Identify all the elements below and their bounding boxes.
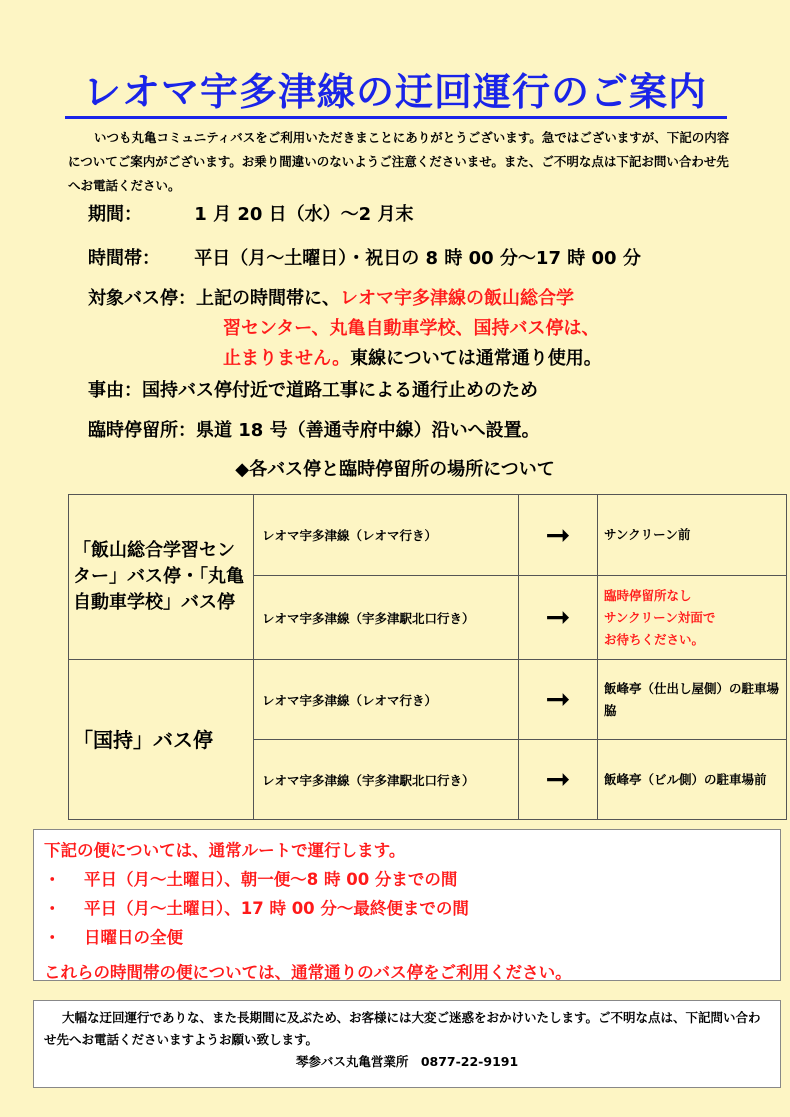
title-underline xyxy=(65,116,727,119)
period-value: 1 月 20 日（水）～2 月末 xyxy=(194,204,414,225)
reason-value: 国持バス停付近で道路工事による通行止めのため xyxy=(142,380,538,401)
destination-line: サンクリーン対面で xyxy=(604,609,716,625)
bullet-icon: ・ xyxy=(44,870,61,889)
route-cell: レオマ宇多津線（レオマ行き） xyxy=(254,495,519,576)
page-title: レオマ宇多津線の迂回運行のご案内 xyxy=(82,70,707,114)
arrow-right-icon: ➞ xyxy=(519,660,598,740)
notice-item: 日曜日の全便 xyxy=(84,928,183,947)
section-heading: ◆各バス停と臨時停留所の場所について xyxy=(235,459,555,480)
footer-box xyxy=(33,1000,781,1088)
notice-item: 平日（月～土曜日）、朝一便～8 時 00 分までの間 xyxy=(84,870,458,889)
arrow-right-icon: ➞ xyxy=(519,740,598,820)
target-label: 対象バス停： xyxy=(88,288,196,309)
notice-item: 平日（月～土曜日）、17 時 00 分～最終便までの間 xyxy=(84,899,469,918)
destination-cell: 飯峰亭（ビル側）の駐車場前 xyxy=(598,740,787,820)
temp-stop-label: 臨時停留所： xyxy=(88,420,196,441)
contact-info: 琴参バス丸亀営業所 0877-22-9191 xyxy=(295,1054,519,1069)
table-row xyxy=(69,495,787,576)
temp-stop-value: 県道 18 号（善通寺府中線）沿いへ設置。 xyxy=(196,420,540,441)
footer-text: 大幅な迂回運行でありな、また長期間に及ぶため、お客様には大変ご迷惑をおかけいたします。ご不明な点は、下記問い合わせ先へお電話くださいますようお願い致します。 xyxy=(44,1010,761,1047)
route-cell: レオマ宇多津線（宇多津駅北口行き） xyxy=(254,576,519,660)
route-cell: レオマ宇多津線（レオマ行き） xyxy=(254,660,519,740)
target-red-3: 止まりません。 xyxy=(223,348,351,369)
period-label: 期間： xyxy=(88,204,142,225)
target-lead: 上記の時間帯に、 xyxy=(196,288,340,309)
destination-cell: 飯峰亭（仕出し屋側）の駐車場脇 xyxy=(598,660,787,740)
target-row xyxy=(88,284,602,374)
target-red-2: 習センター、丸亀自動車学校、国持バス停は、 xyxy=(223,318,600,339)
destination-line: お待ちください。 xyxy=(604,631,705,647)
table-row xyxy=(69,660,787,740)
arrow-right-icon: ➞ xyxy=(519,576,598,660)
temp-stop-row xyxy=(88,416,540,446)
timeband-row xyxy=(88,244,641,274)
destination-cell xyxy=(598,576,787,660)
reason-label: 事由： xyxy=(88,380,142,401)
intro-text: いつも丸亀コミュニティバスをご利用いただきまことにありがとうございます。急ではございますが、下記の内容についてご案内がございます。お乗り間違いのないようご注意くださいませ。また、ご不明な点は下記お問い合わせ先へお電話ください。 xyxy=(68,130,730,193)
period-row xyxy=(88,200,413,230)
reason-row xyxy=(88,376,538,406)
destination-line: 臨時停留所なし xyxy=(604,587,692,603)
stop-name-cell: 「飯山総合学習センター」バス停・「丸亀自動車学校」バス停 xyxy=(69,495,254,660)
list-item xyxy=(44,865,770,894)
notice-closing: これらの時間帯の便については、通常通りのバス停をご利用ください。 xyxy=(44,963,572,982)
list-item xyxy=(44,923,770,952)
stops-table xyxy=(68,494,787,820)
bullet-icon: ・ xyxy=(44,899,61,918)
normal-route-notice xyxy=(33,829,781,981)
timeband-value: 平日（月～土曜日）・祝日の 8 時 00 分～17 時 00 分 xyxy=(194,248,641,269)
stop-name-cell: 「国持」バス停 xyxy=(69,660,254,820)
arrow-right-icon: ➞ xyxy=(519,495,598,576)
notice-heading: 下記の便については、通常ルートで運行します。 xyxy=(44,841,406,860)
bullet-icon: ・ xyxy=(44,928,61,947)
route-cell: レオマ宇多津線（宇多津駅北口行き） xyxy=(254,740,519,820)
target-red-1: レオマ宇多津線の飯山総合学 xyxy=(340,288,574,309)
target-tail: 東線については通常通り使用。 xyxy=(350,348,602,369)
timeband-label: 時間帯： xyxy=(88,248,160,269)
list-item xyxy=(44,894,770,923)
destination-cell: サンクリーン前 xyxy=(598,495,787,576)
